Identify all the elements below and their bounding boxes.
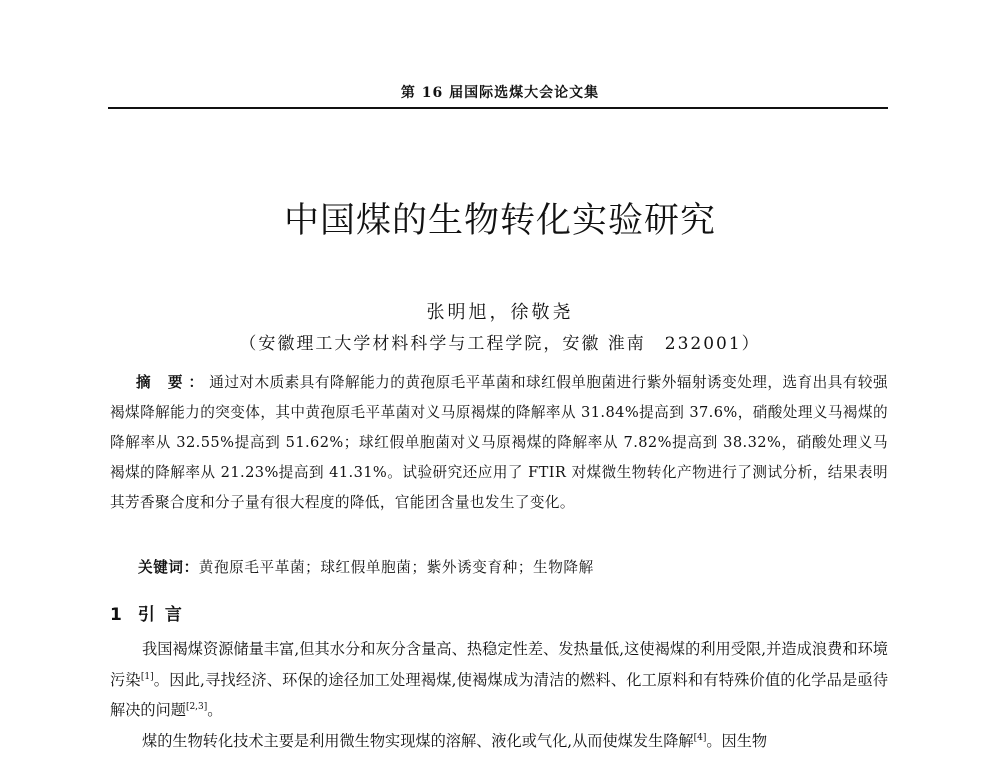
paragraph-2: [110, 726, 888, 757]
paragraph-2-text-a: 煤的生物转化技术主要是利用微生物实现煤的溶解、液化或气化,从而使煤发生降解: [142, 731, 694, 750]
section-number: 1: [110, 605, 122, 625]
section-title: 引言: [137, 605, 192, 625]
keywords-label: 关键词：: [138, 559, 199, 576]
abstract-text: 通过对木质素具有降解能力的黄孢原毛平革菌和球红假单胞菌进行紫外辐射诱变处理，选育出具有较强褐煤降解能力的突变体，其中黄孢原毛平革菌对义马原褐煤的降解率从 31.84%提高到 37.6%，硝酸处理义马褐煤的降解率从 32.55%提高到 51.62%；球红假单胞菌对义马原褐煤的降解率从 7.82%提高到 38.32%，硝酸处理义马褐煤的降解率从 21.23%提高到 41.31%。试验研究还应用了 FTIR 对煤微生物转化产物进行了测试分析，结果表明其芳香聚合度和分子量有很大程度的降低，官能团含量也发生了变化。: [110, 374, 888, 511]
section-heading: [110, 600, 192, 625]
abstract: [110, 368, 888, 518]
paragraph-1: [110, 634, 888, 726]
paragraph-2-text-b: 。因生物: [706, 731, 768, 750]
abstract-label: 摘 要：: [136, 374, 210, 391]
citation-ref: [4]: [693, 732, 707, 743]
paragraph-1-text-a: 我国褐煤资源储量丰富,但其水分和灰分含量高、热稳定性差、发热量低,这使褐煤的利用受限,并造成浪费和环境污染: [110, 640, 888, 689]
paper-title: 中国煤的生物转化实验研究: [283, 201, 716, 241]
authors: 张明旭，徐敬尧: [426, 302, 574, 323]
paragraph-1-text-b: 。因此,寻找经济、环保的途径加工处理褐煤,使褐煤成为清洁的燃料、化工原料和有特殊价值的化学品是亟待解决的问题: [110, 670, 889, 719]
header-rule: [108, 107, 888, 109]
keywords: [138, 556, 888, 577]
citation-ref: [2,3]: [185, 701, 208, 712]
keywords-text: 黄孢原毛平革菌；球红假单胞菌；紫外诱变育种；生物降解: [198, 559, 594, 576]
citation-ref: [1]: [140, 671, 154, 682]
running-head: 第 16 届国际选煤大会论文集: [400, 85, 600, 101]
paragraph-1-text-c: 。: [207, 701, 223, 719]
body-text: [110, 634, 888, 756]
affiliation: （安徽理工大学材料科学与工程学院，安徽 淮南 232001）: [239, 334, 761, 354]
